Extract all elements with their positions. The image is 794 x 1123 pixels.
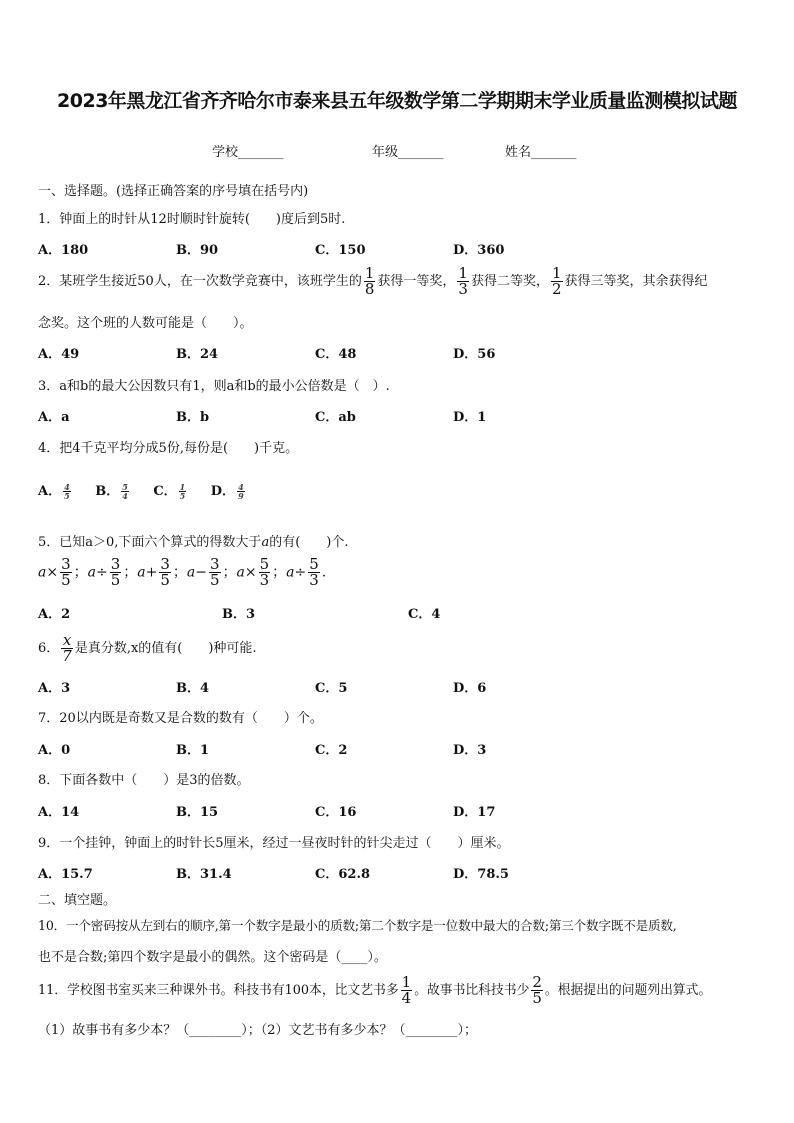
q2-f1-den: 8 <box>364 280 375 298</box>
q5-expr-6-den: 3 <box>309 571 319 589</box>
q5-expr-5-den: 3 <box>259 571 270 589</box>
q4-b-den: 4 <box>122 491 128 501</box>
question-10-line2: 也不是合数;第四个数字是最小的偶然。这个密码是（____）。 <box>38 950 387 965</box>
q5-expr-6-operator: a÷ <box>286 564 307 581</box>
q3-option-a: A．a <box>38 410 70 425</box>
q5-expr-5-num: 5 <box>259 555 270 573</box>
q4-d-num: 4 <box>238 482 244 492</box>
q9-option-c: C．62.8 <box>315 867 371 882</box>
q5-expr-4-operator: a− <box>186 564 207 581</box>
question-8: 8．下面各数中（ ）是3的倍数。 <box>38 773 250 788</box>
q5-expr-4-den: 5 <box>209 571 220 589</box>
q5-expr-1-den: 5 <box>61 571 71 589</box>
question-11 <box>38 975 711 1006</box>
section-heading-fill: 二、填空题。 <box>38 893 117 908</box>
question-4: 4．把4千克平均分成5份,每份是( )千克。 <box>38 441 299 456</box>
page-title: 2023年黑龙江省齐齐哈尔市泰来县五年级数学第二学期期末学业质量监测模拟试题 <box>57 90 737 112</box>
q11-f2-num: 2 <box>532 973 542 991</box>
question-10-line1: 10．一个密码按从左到右的顺序,第一个数字是最小的质数;第二个数字是一位数中最大的合数;第三个数字既不是质数, <box>38 918 677 933</box>
q7-option-d: D．3 <box>453 743 487 758</box>
q5-text-1: 5．已知a＞0,下面六个算式的得数大于 <box>38 535 262 550</box>
q4-option-c-fraction <box>179 483 187 500</box>
q6-option-d: D．6 <box>453 681 487 696</box>
question-1: 1．钟面上的时针从12时顺时针旋转( )度后到5时. <box>38 212 346 227</box>
q11-fraction-1 <box>401 975 413 1006</box>
q5-expr-4-fraction <box>209 557 221 588</box>
q2-f2-den: 3 <box>458 280 468 298</box>
q8-option-d: D．17 <box>453 805 496 820</box>
q2-text-3: 获得二等奖， <box>470 274 549 289</box>
q9-option-a: A．15.7 <box>38 867 93 882</box>
q4-c-den: 5 <box>179 491 186 501</box>
q4-option-c-label: C． <box>153 484 177 499</box>
q6-option-c: C．5 <box>315 681 348 696</box>
q5-expr-2-num: 3 <box>110 555 121 573</box>
q5-expr-5-fraction <box>259 557 271 588</box>
q5-expr-1-num: 3 <box>61 555 71 573</box>
q2-option-a: A．49 <box>38 347 80 362</box>
grade-field: 年级_______ <box>372 145 444 160</box>
q5-option-c: C．4 <box>408 607 441 622</box>
school-field: 学校_______ <box>212 145 284 160</box>
question-9: 9．一个挂钟，钟面上的时针长5厘米，经过一昼夜时针的针尖走过（ ）厘米。 <box>38 836 510 851</box>
question-6 <box>38 633 257 664</box>
q4-b-num: 5 <box>122 482 128 492</box>
q5-expr-3-separator: ； <box>172 564 187 581</box>
q1-option-a: A．180 <box>38 243 89 258</box>
q5-expr-6-num: 5 <box>309 555 319 573</box>
question-11-subquestions: （1）故事书有多少本？（________）；（2）文艺书有多少本？（________）； <box>38 1023 478 1038</box>
q5-expr-5-operator: a× <box>236 564 257 581</box>
q2-text-1: 2．某班学生接近50人，在一次数学竞赛中，该班学生的 <box>38 274 362 289</box>
q5-option-b: B．3 <box>222 607 256 622</box>
q11-text-1: 11．学校图书室买来三种课外书。科技书有100本，比文艺书多 <box>38 983 399 998</box>
q2-text-4: 获得三等奖，其余获得纪 <box>564 274 708 289</box>
q9-option-b: B．31.4 <box>176 867 232 882</box>
question-2-line2: 念奖。这个班的人数可能是（ ）。 <box>38 316 253 331</box>
q2-f1-num: 1 <box>364 264 375 282</box>
q4-option-b-fraction <box>121 483 129 500</box>
q4-a-num: 4 <box>64 482 70 492</box>
name-field: 姓名_______ <box>505 145 577 160</box>
q5-expr-3-den: 5 <box>160 571 170 589</box>
q2-f2-num: 1 <box>458 264 468 282</box>
question-7: 7．20以内既是奇数又是合数的数有（ ）个。 <box>38 711 323 726</box>
question-2-line1 <box>38 266 708 297</box>
q4-option-a-label: A． <box>38 484 62 499</box>
q2-fraction-2 <box>457 266 469 297</box>
q2-fraction-1 <box>364 266 376 297</box>
q4-options <box>38 480 247 500</box>
q4-c-num: 1 <box>179 482 186 492</box>
q1-option-d: D．360 <box>453 243 505 258</box>
q8-option-b: B．15 <box>176 805 219 820</box>
q8-option-a: A．14 <box>38 805 80 820</box>
q9-option-d: D．78.5 <box>453 867 509 882</box>
q3-option-b: B．b <box>176 410 210 425</box>
q5-variable: a <box>261 535 270 550</box>
q5-expr-1-operator: a× <box>38 564 59 581</box>
q6-option-a: A．3 <box>38 681 71 696</box>
q3-option-d: D．1 <box>453 410 487 425</box>
q4-d-den: 9 <box>238 491 244 501</box>
q4-option-d-label: D． <box>210 484 236 499</box>
q5-expr-2-den: 5 <box>110 571 121 589</box>
q5-expr-2-separator: ； <box>123 564 138 581</box>
q2-option-b: B．24 <box>176 347 219 362</box>
q2-option-d: D．56 <box>453 347 496 362</box>
q5-expr-4-separator: ； <box>222 564 237 581</box>
q5-expr-3-fraction <box>159 557 171 588</box>
q3-option-c: C．ab <box>315 410 356 425</box>
q5-text-2: 的有( )个. <box>269 535 349 550</box>
q7-option-c: C．2 <box>315 743 348 758</box>
q6-f-den: 7 <box>62 647 72 665</box>
section-heading-choice: 一、选择题。(选择正确答案的序号填在括号内) <box>38 184 309 199</box>
q2-text-2: 获得一等奖， <box>377 274 456 289</box>
q4-option-d-fraction <box>237 483 245 500</box>
q2-f3-den: 2 <box>551 280 562 298</box>
q1-option-c: C．150 <box>315 243 366 258</box>
q11-fraction-2 <box>531 975 543 1006</box>
q5-expr-6-separator: . <box>321 564 327 581</box>
q6-option-b: B．4 <box>176 681 210 696</box>
q5-expr-4-num: 3 <box>209 555 220 573</box>
q5-expr-2-operator: a÷ <box>87 564 108 581</box>
q7-option-a: A．0 <box>38 743 71 758</box>
q11-f1-den: 4 <box>401 989 412 1007</box>
q6-fraction <box>61 633 73 664</box>
q6-f-num: x <box>62 631 72 649</box>
q11-f1-num: 1 <box>401 973 412 991</box>
q8-option-c: C．16 <box>315 805 357 820</box>
q11-text-3: 。根据提出的问题列出算式。 <box>544 983 712 998</box>
q7-option-b: B．1 <box>176 743 210 758</box>
q5-expressions <box>38 557 326 588</box>
q5-expr-1-fraction <box>60 557 72 588</box>
question-3: 3．a和b的最大公因数只有1，则a和b的最小公倍数是（ ）. <box>38 379 390 394</box>
q2-fraction-3 <box>551 266 563 297</box>
q2-f3-num: 1 <box>551 264 562 282</box>
q6-text: 是真分数,x的值有( )种可能. <box>74 641 257 656</box>
q1-option-b: B．90 <box>176 243 219 258</box>
q2-option-c: C．48 <box>315 347 357 362</box>
q5-expr-2-fraction <box>110 557 122 588</box>
q11-f2-den: 5 <box>532 989 542 1007</box>
q5-expr-3-num: 3 <box>160 555 170 573</box>
q5-expr-3-operator: a+ <box>137 564 158 581</box>
q5-expr-5-separator: ； <box>272 564 287 581</box>
q4-a-den: 5 <box>64 491 70 501</box>
q5-expr-6-fraction <box>308 557 320 588</box>
q11-text-2: 。故事书比科技书少 <box>414 983 530 998</box>
q4-option-b-label: B． <box>95 484 120 499</box>
q5-option-a: A．2 <box>38 607 71 622</box>
q6-number: 6． <box>38 641 60 656</box>
q5-expr-1-separator: ； <box>73 564 88 581</box>
q4-option-a-fraction <box>63 483 71 500</box>
question-5 <box>38 531 348 550</box>
